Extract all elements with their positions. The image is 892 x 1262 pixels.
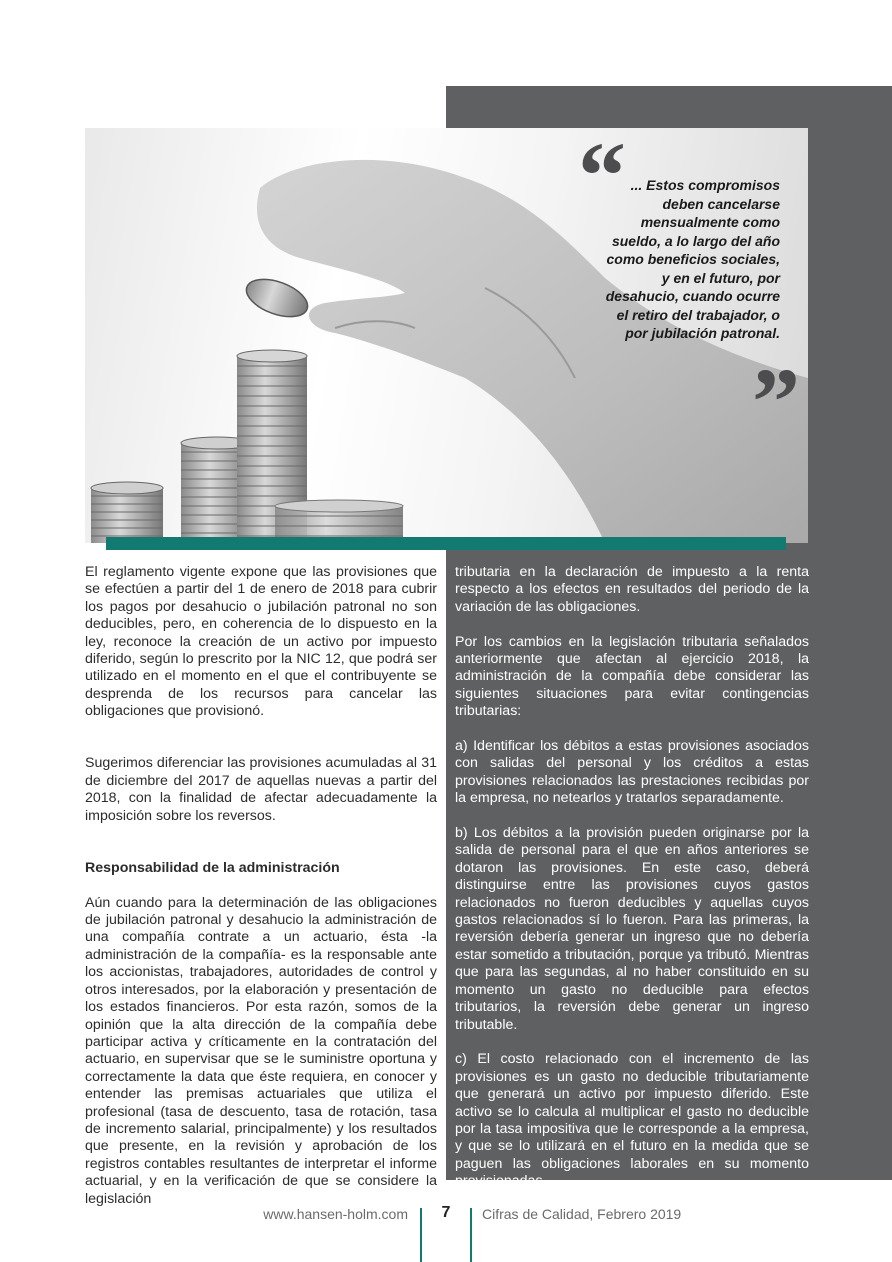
- right-paragraph-1: tributaria en la declaración de impuesto a la renta respecto a los efectos en resultados del periodo de la variación de las obligaciones.: [455, 564, 809, 615]
- left-paragraph-3: Aún cuando para la determinación de las obligaciones de jubilación patronal y desahucio la administración de una compañía contrate a un actuario, ésta -la administración de la compañía- es la responsable ante los accionistas, trabajadores, autoridades de control y otros interesados, por la elaboración y presentación de los estados financieros. Por esta razón, somos de la opinión que la alta dirección de la compañía debe participar activa y críticamente en la contratación del actuario, en supervisar que se le suministre oportuna y correctamente la data que éste requiera, en conocer y entender las premisas actuariales que utiliza el profesional (tasa de descuento, tasa de rotación, tasa de incremento salarial, principalmente) y los resultados que presente, en la revisión y aprobación de los registros contables resultantes de interpretar el informe actuarial, y en la verificación de que se considere la legislación: [85, 894, 437, 1207]
- coin-stack-small: [91, 482, 163, 543]
- close-quote-mark: ”: [752, 348, 800, 455]
- footer-divider-left: [420, 1208, 422, 1262]
- page-number: 7: [441, 1204, 451, 1221]
- right-paragraph-2: Por los cambios en la legislación tributaria señalados anteriormente que afectan al ejercicio 2018, la administración de la compañía debe considerar las siguientes situaciones para evitar contingencias tributarias:: [455, 633, 809, 720]
- left-paragraph-1: El reglamento vigente expone que las provisiones que se efectúen a partir del 1 de enero de 2018 para cubrir los pagos por desahucio o jubilación patronal no son deducibles, pero, en coherencia de lo dispuesto en la ley, reconoce la creación de un activo por impuesto diferido, según lo prescrito por la NIC 12, que podrá ser utilizado en el momento en el que el contribuyente se desprenda de los recursos para cancelar las obligaciones que provisionó.: [85, 564, 437, 720]
- teal-accent-bar: [106, 537, 786, 550]
- footer-website: www.hansen-holm.com: [263, 1206, 408, 1222]
- section-heading: Responsabilidad de la administración: [85, 859, 340, 876]
- open-quote-mark: “: [578, 122, 626, 229]
- footer-publication: Cifras de Calidad, Febrero 2019: [482, 1206, 682, 1222]
- held-coin: [241, 272, 312, 324]
- right-text-column: [455, 564, 809, 1191]
- list-item-b: b) Los débitos a la provisión pueden originarse por la salida de personal para el que en años anteriores se dotaron las provisiones. En este caso, deberá distinguirse entre las provisiones cuyos gastos relacionados no fueron deducibles y aquellas cuyos gastos relacionados sí lo fueron. Para las primeras, la reversión debería generar un ingreso que no debería estar sometido a tributación, porque ya tributó. Mientras que para las segundas, al no haber constituido en su momento un gasto no deducible para efectos tributarios, la reversión debe generar un ingreso tributable.: [455, 825, 809, 1033]
- list-item-a: a) Identificar los débitos a estas provisiones asociados con salidas del personal y los créditos a estas provisiones relacionados las prestaciones recibidas por la empresa, no netearlos y tratarlos separadamente.: [455, 738, 809, 807]
- footer-divider-right: [470, 1208, 472, 1262]
- left-paragraph-2: Sugerimos diferenciar las provisiones acumuladas al 31 de diciembre del 2017 de aquellas nuevas a partir del 2018, con la finalidad de afectar adecuadamente la imposición sobre los reversos.: [85, 755, 437, 824]
- left-text-column: [85, 564, 437, 1208]
- list-item-c: c) El costo relacionado con el incremento de las provisiones es un gasto no deducible tributariamente que generará un activo por impuesto diferido. Este activo se lo calcula al multiplicar el gasto no deducible por la tasa impositiva que le corresponde a la empresa, y que se lo utilizará en el futuro en la medida que se paguen las obligaciones laborales en su momento provisionadas.: [455, 1051, 809, 1190]
- pull-quote-text: ... Estos compromisos deben cancelarse mensualmente como sueldo, a lo largo del año como beneficios sociales, y en el futuro, por desahucio, cuando ocurre el retiro del trabajador, o por jubilación patronal.: [605, 177, 780, 341]
